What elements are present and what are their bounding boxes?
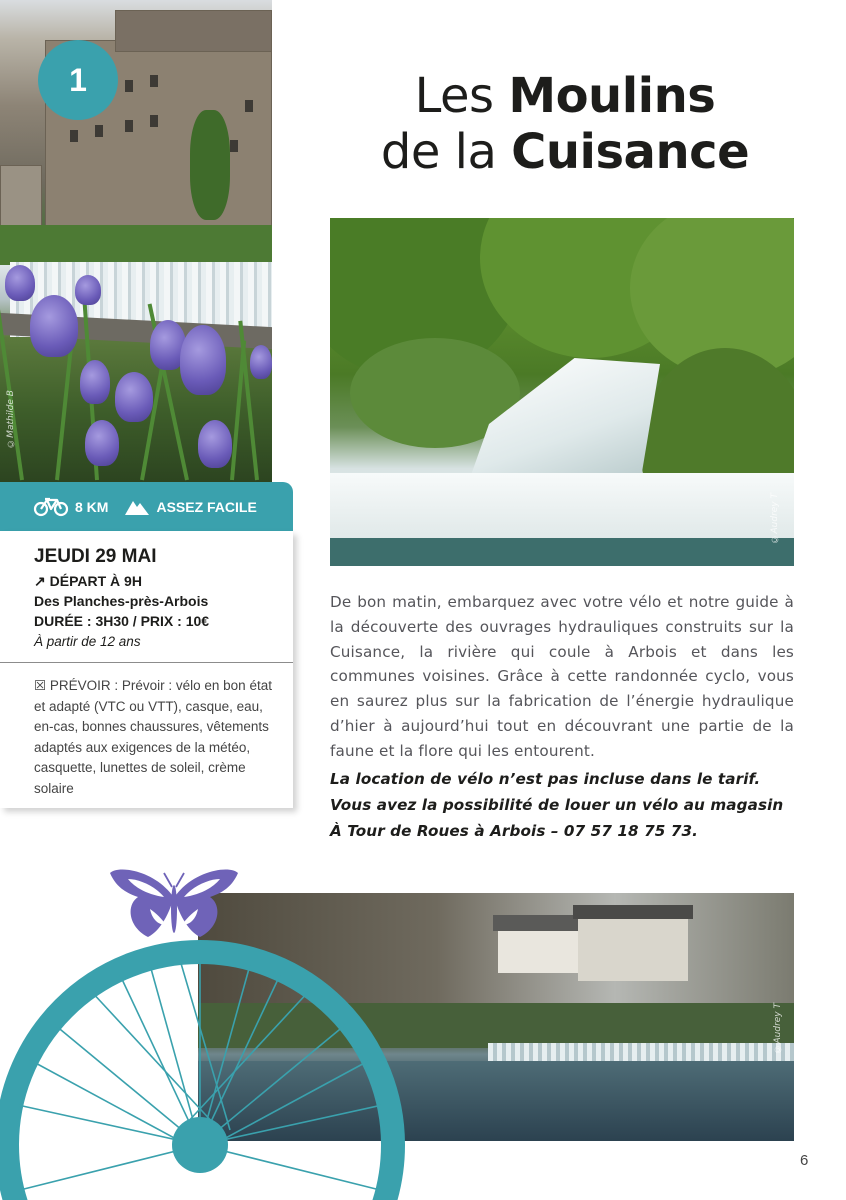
distance-item <box>33 497 108 517</box>
iris-flower <box>180 325 226 395</box>
divider <box>0 662 293 663</box>
water-foam <box>330 473 794 543</box>
butterfly-icon <box>108 865 240 945</box>
iris-flower <box>115 372 153 422</box>
body-paragraph: De bon matin, embarquez avec votre vélo et notre guide à la découverte des ouvrages hydrauliques construits sur la Cuisance, la rivière qui coule à Arbois et dans les communes voisines. Grâce à cette randonnée cyclo, vous en saurez plus sur la fabrication de l’énergie hydraulique d’hier à aujourd’hui tout en découvrant une partie de la faune et la flore qui les entourent. <box>330 593 794 760</box>
event-duration-price: DURÉE : 3H30 / PRIX : 10€ <box>34 613 210 629</box>
foliage-band <box>0 225 272 265</box>
event-age: À partir de 12 ans <box>34 634 141 649</box>
difficulty-label: ASSEZ FACILE <box>156 498 257 515</box>
event-date: JEUDI 29 MAI <box>34 546 157 567</box>
house <box>578 911 688 981</box>
iris-flower <box>250 345 272 379</box>
iris-flower <box>75 275 101 305</box>
event-place: Des Planches-près-Arbois <box>34 593 209 609</box>
info-bar <box>0 482 293 531</box>
page-title <box>330 68 800 180</box>
iris-flower <box>80 360 110 404</box>
equipment-list: ☒ PRÉVOIR : Prévoir : vélo en bon état et adapté (VTC ou VTT), casque, eau, en-cas, bonnes chaussures, vêtements adaptés aux exigences de la météo, casquette, lunettes de soleil, crème solaire <box>34 678 272 796</box>
distance-label: 8 KM <box>75 498 109 515</box>
event-departure: ↗ DÉPART À 9H <box>34 573 142 589</box>
iris-flower <box>198 420 232 468</box>
iris-flower <box>30 295 78 357</box>
bike-rental-line-1: La location de vélo n’est pas incluse dans le tarif. <box>330 770 761 788</box>
bike-rental-note <box>330 766 800 844</box>
bike-rental-line-2: Vous avez la possibilité de louer un vélo au magasin <box>330 796 784 814</box>
iris-flower <box>5 265 35 301</box>
bicycle-wheel-decoration <box>0 930 410 1200</box>
river <box>330 538 794 566</box>
wheel-icon <box>0 930 410 1200</box>
building-roof <box>115 10 272 52</box>
difficulty-item <box>125 498 256 516</box>
ivy <box>190 110 230 220</box>
title-light-1: Les <box>414 68 509 124</box>
photo-waterfall <box>330 218 794 566</box>
photo-credit: ©Audrey T <box>770 493 780 544</box>
bicycle-icon <box>33 497 69 517</box>
iris-flower <box>85 420 119 466</box>
photo-credit: ©Mathilde B <box>6 390 16 448</box>
page-number: 6 <box>800 1152 809 1169</box>
mountain-icon <box>125 498 149 516</box>
title-bold-1: Moulins <box>508 68 716 124</box>
step-number-badge: 1 <box>38 40 118 120</box>
title-bold-2: Cuisance <box>511 124 750 180</box>
bike-rental-line-3: À Tour de Roues à Arbois – 07 57 18 75 73. <box>330 822 699 840</box>
roof <box>573 905 693 919</box>
photo-credit: ©Audrey T <box>773 1003 783 1054</box>
title-light-2: de la <box>380 124 512 180</box>
